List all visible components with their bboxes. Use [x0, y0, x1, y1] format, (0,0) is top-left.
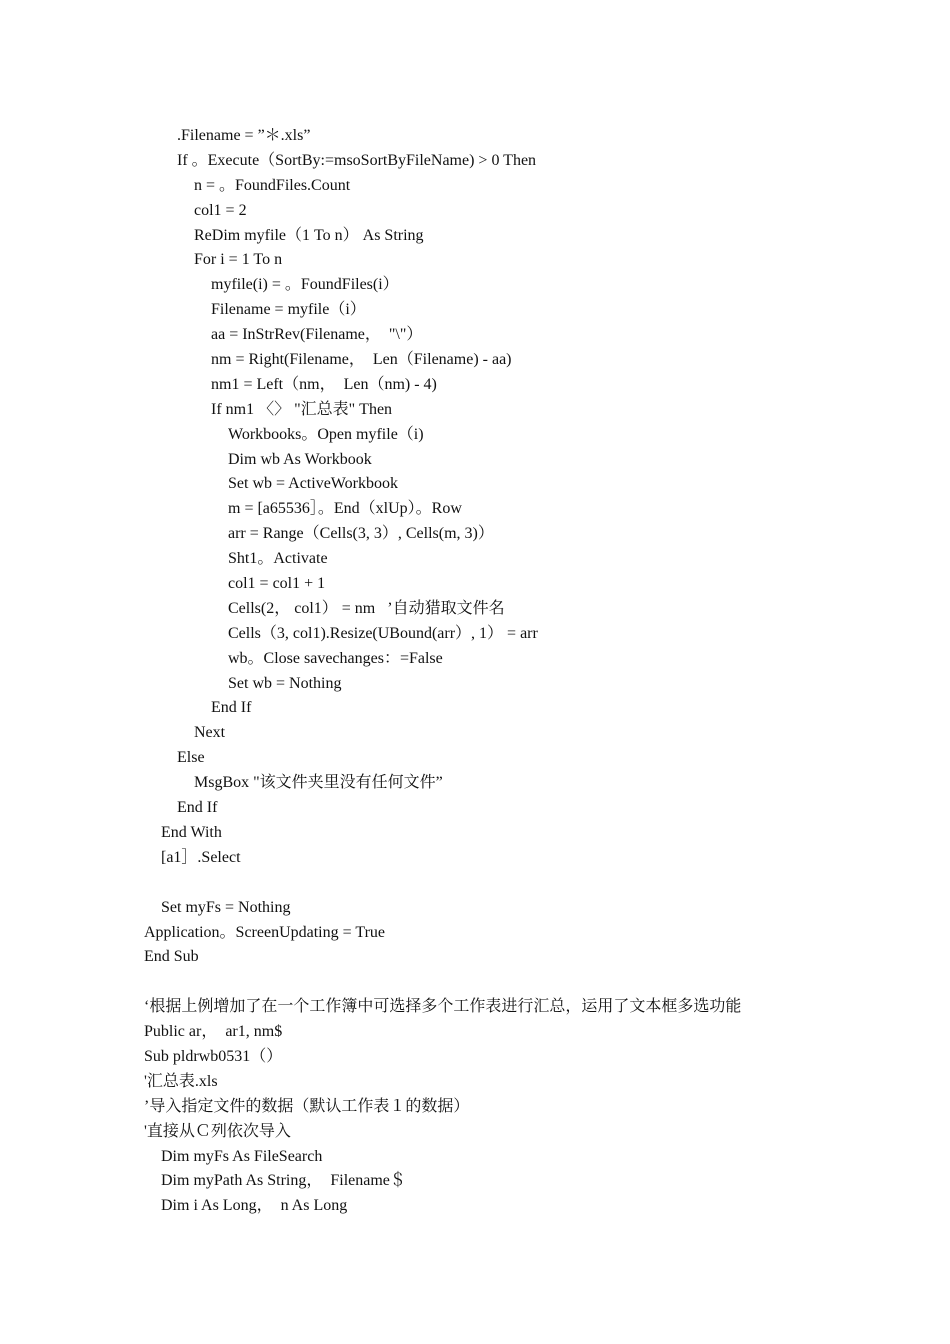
code-line: End Sub	[144, 948, 199, 966]
code-line: Sht1。Activate	[228, 550, 328, 568]
code-line: Dim myPath As String， Filename＄	[161, 1172, 406, 1190]
code-comment-line: ‘根据上例增加了在一个工作簿中可选择多个工作表进行汇总，运用了文本框多选功能	[144, 998, 742, 1016]
code-line: n = 。FoundFiles.Count	[194, 176, 351, 194]
code-line: Set wb = Nothing	[228, 674, 342, 692]
code-line: col1 = col1 + 1	[228, 575, 326, 593]
code-line: Dim i As Long， n As Long	[161, 1197, 348, 1215]
code-comment-line: '直接从Ｃ列依次导入	[144, 1122, 291, 1140]
code-line: col1 = 2	[194, 201, 247, 219]
code-line: Application。ScreenUpdating = True	[144, 923, 385, 941]
blank-line	[144, 970, 904, 995]
code-line: Set myFs = Nothing	[161, 898, 291, 916]
code-line: End If	[211, 699, 252, 717]
code-line: Cells（3, col1).Resize(UBound(arr）, 1） = arr	[228, 624, 538, 642]
code-line: .Filename = ”＊.xls”	[177, 127, 311, 144]
code-line: Set wb = ActiveWorkbook	[228, 475, 398, 493]
code-line: ReDim myfile（1 To n） As String	[194, 226, 424, 244]
code-line: Dim wb As Workbook	[228, 450, 372, 468]
blank-line	[144, 871, 904, 896]
code-line: m = [a65536］。End（xlUp）。Row	[228, 500, 462, 518]
code-line: aa = InStrRev(Filename， "\"）	[211, 326, 423, 344]
code-line: Dim myFs As FileSearch	[161, 1147, 323, 1165]
code-comment-line: '汇总表.xls	[144, 1072, 218, 1090]
code-line: Public ar， ar1, nm$	[144, 1023, 283, 1041]
code-line: myfile(i) = 。FoundFiles(i）	[211, 276, 399, 294]
vba-code-listing	[144, 124, 904, 1219]
code-line: nm = Right(Filename， Len（Filename) - aa)	[211, 351, 512, 369]
code-line: arr = Range（Cells(3, 3）, Cells(m, 3)）	[228, 525, 494, 543]
code-line: For i = 1 To n	[194, 251, 283, 269]
code-line: If nm1 〈〉 "汇总表" Then	[211, 400, 393, 418]
code-line: wb。Close savechanges：=False	[228, 649, 443, 667]
code-line: Workbooks。Open myfile（i)	[228, 425, 424, 443]
code-line: MsgBox "该文件夹里没有任何文件”	[194, 774, 443, 792]
code-line: Sub pldrwb0531（）	[144, 1047, 283, 1065]
code-line: Cells(2， col1） = nm ’自动猎取文件名	[228, 599, 505, 617]
code-comment-line: ’导入指定文件的数据（默认工作表１的数据）	[144, 1097, 470, 1115]
code-line: [a1］.Select	[161, 848, 241, 866]
code-line: Filename = myfile（i）	[211, 301, 366, 319]
code-line: If 。Execute（SortBy:=msoSortByFileName) > 0 Then	[177, 151, 537, 169]
code-line: Else	[177, 749, 205, 767]
code-line: End With	[161, 823, 222, 841]
code-line: Next	[194, 724, 226, 742]
code-line: End If	[177, 799, 218, 817]
code-line: nm1 = Left（nm， Len（nm) - 4)	[211, 375, 437, 393]
